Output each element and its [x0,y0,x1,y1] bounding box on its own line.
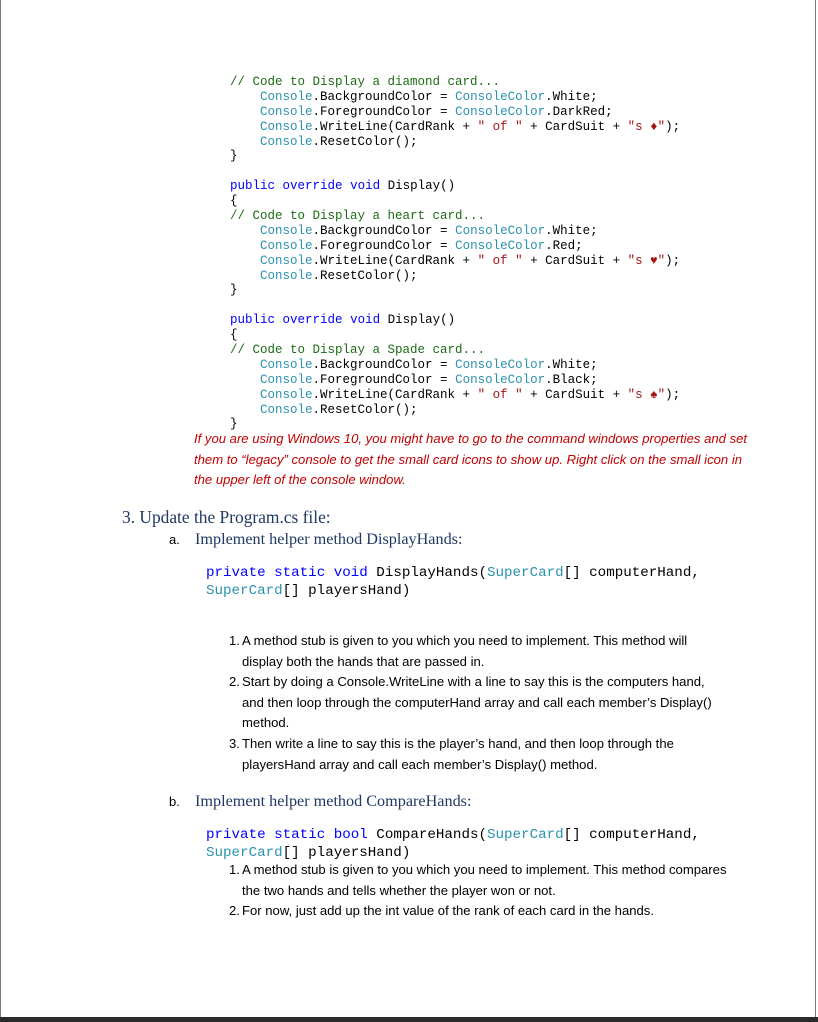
code-line: { [230,328,238,343]
list-item [229,672,729,734]
code-line: Console.BackgroundColor = ConsoleColor.White; [260,357,598,372]
code-line: Console.BackgroundColor = ConsoleColor.White; [260,223,598,238]
list-item-number: 2. [229,903,240,919]
code-line: // Code to Display a diamond card... [230,75,501,89]
code-line: SuperCard[] playersHand) [206,582,411,599]
list-item [229,631,729,672]
list-item-number: 1. [229,862,240,877]
code-line: Console.ResetColor(); [260,402,418,417]
code-line: private static void DisplayHands(SuperCard[] computerHand, [206,565,700,581]
code-line: public override void Display() [230,179,456,194]
compare-hands-steps [229,860,729,922]
bottom-edge-bar [0,1017,818,1022]
code-line: Console.WriteLine(CardRank + " of " + CardSuit + "s ♥"); [260,253,681,268]
code-line: Console.ResetColor(); [260,134,418,149]
code-line: public override void Display() [230,313,456,328]
code-line: } [230,149,238,164]
code-line: Console.ForegroundColor = ConsoleColor.Black; [260,372,598,387]
code-block-display-methods [230,75,680,432]
list-item-text: For now, just add up the int value of the rank of each card in the hands. [242,903,654,919]
step-b-marker: b. [169,794,180,809]
step-a-marker: a. [169,532,180,547]
step-a-title: Implement helper method DisplayHands: [195,530,463,548]
list-item-text: A method stub is given to you which you need to implement. This method will display both the hands that are passed in. [242,633,688,669]
step-b-title: Implement helper method CompareHands: [195,792,472,810]
code-line: Console.ResetColor(); [260,268,418,283]
code-line: Console.WriteLine(CardRank + " of " + CardSuit + "s ♠"); [260,387,681,402]
list-item-number: 2. [229,674,240,690]
code-line: // Code to Display a heart card... [230,209,486,224]
code-line: } [230,283,238,298]
code-line [230,298,680,313]
list-item [229,901,729,922]
list-item [229,860,729,901]
display-hands-steps [229,631,729,775]
display-hands-signature [206,565,700,600]
code-line: Console.ForegroundColor = ConsoleColor.DarkRed; [260,104,613,119]
compare-hands-signature [206,827,700,862]
code-line: Console.ForegroundColor = ConsoleColor.Red; [260,238,583,253]
code-line: { [230,194,238,209]
code-line: Console.WriteLine(CardRank + " of " + CardSuit + "s ♦"); [260,119,681,134]
list-item-number: 1. [229,633,240,648]
code-line: // Code to Display a Spade card... [230,343,486,358]
list-item-number: 3. [229,735,240,751]
list-item [229,734,729,775]
windows-console-note: If you are using Windows 10, you might have to go to the command windows properties and set them to “legacy” console to get the small card icons to show up. Right click on the small icon in the upper left of the console window. [194,431,748,488]
code-line: } [230,417,238,432]
code-line [230,164,680,179]
section-3-heading: 3. Update the Program.cs file: [122,507,331,527]
step-b-heading [169,792,471,811]
code-line: private static bool CompareHands(SuperCard[] computerHand, [206,827,700,843]
list-item-text: A method stub is given to you which you need to implement. This method compares the two hands and tells whether the player won or not. [242,862,727,898]
code-line: Console.BackgroundColor = ConsoleColor.White; [260,89,598,104]
list-item-text: Then write a line to say this is the player’s hand, and then loop through the playersHand array and call each member’s Display() method. [242,735,674,772]
step-a-heading [169,530,462,549]
code-line: SuperCard[] playersHand) [206,844,411,861]
list-item-text: Start by doing a Console.WriteLine with a line to say this is the computers hand, and then loop through the computerHand array and call each member’s Display() method. [242,674,712,731]
